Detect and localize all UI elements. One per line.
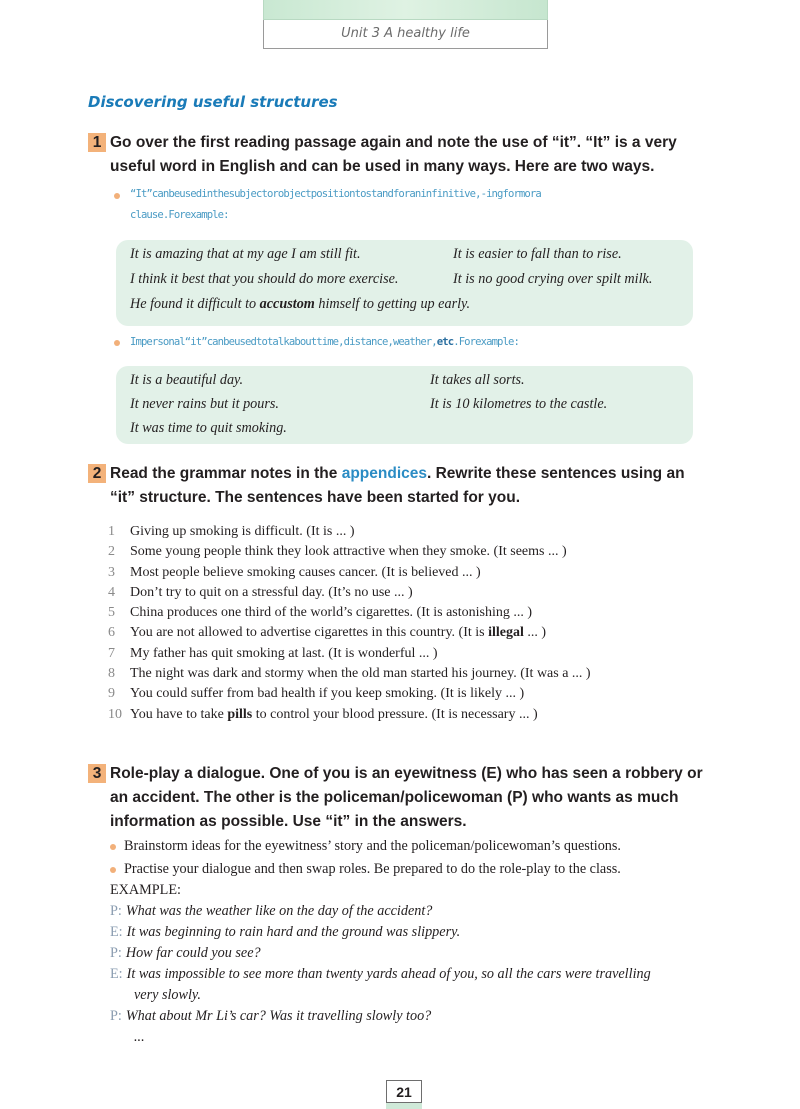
dialogue-text: What about Mr Li’s car? Was it travelling slowly too? bbox=[125, 1008, 432, 1024]
bullet-line: clause.Forexample: bbox=[130, 209, 229, 221]
speaker-label: P: bbox=[110, 945, 122, 961]
example-sentence: It is easier to fall than to rise. bbox=[453, 246, 622, 262]
dialogue-line bbox=[110, 964, 750, 985]
exercise-number-badge: 2 bbox=[88, 464, 106, 483]
list-item bbox=[108, 684, 748, 704]
bullet-dot bbox=[114, 340, 120, 346]
item-text: My father has quit smoking at last. (It is wonderful ... ) bbox=[130, 645, 438, 661]
exercise-2-instructions: 2 Read the grammar notes in the appendices. Rewrite these sentences using an “it” structure. The sentences have been started for you. bbox=[88, 462, 738, 510]
bullet-line: “It”canbeusedinthesubjectorobjectpositiontostandforaninfinitive,-ingformora bbox=[130, 188, 541, 200]
vocabulary-word: illegal bbox=[488, 625, 524, 641]
list-item bbox=[108, 522, 748, 542]
list-item bbox=[108, 644, 748, 664]
page-number-band bbox=[386, 1103, 422, 1109]
item-text: China produces one third of the world’s cigarettes. (It is astonishing ... ) bbox=[130, 605, 533, 621]
unit-header: Unit 3 A healthy life bbox=[263, 20, 548, 49]
item-text: Some young people think they look attractive when they smoke. (It seems ... ) bbox=[130, 544, 567, 560]
dialogue-text: What was the weather like on the day of the accident? bbox=[125, 903, 433, 919]
bullet-text bbox=[130, 184, 750, 226]
item-number: 4 bbox=[108, 584, 115, 600]
item-number: 9 bbox=[108, 686, 115, 702]
speaker-label: E: bbox=[110, 966, 123, 982]
item-number: 5 bbox=[108, 605, 115, 621]
dialogue-line bbox=[110, 985, 750, 1006]
item-text: Don’t try to quit on a stressful day. (It’s no use ... ) bbox=[130, 584, 413, 600]
example-sentence: It is a beautiful day. bbox=[130, 372, 244, 388]
bullet-dot bbox=[110, 867, 116, 873]
dialogue-line bbox=[110, 922, 750, 943]
example-sentence: It never rains but it pours. bbox=[130, 396, 279, 412]
list-item bbox=[108, 623, 748, 643]
bullet-text: Impersonal“it”canbeusedtotalkabouttime,distance,weather,etc.Forexample: bbox=[130, 336, 519, 348]
example-sentence: It is no good crying over spilt milk. bbox=[453, 271, 653, 287]
instruction-line: useful word in English and can be used in many ways. Here are two ways. bbox=[110, 158, 655, 175]
section-title: Discovering useful structures bbox=[88, 93, 338, 111]
bullet-dot bbox=[110, 844, 116, 850]
example-sentence: It was time to quit smoking. bbox=[130, 420, 287, 436]
bullet-text: Practise your dialogue and then swap roles. Be prepared to do the role-play to the class. bbox=[110, 858, 621, 880]
example-sentence: It takes all sorts. bbox=[430, 372, 525, 388]
instruction-line: an accident. The other is the policeman/policewoman (P) who wants as much bbox=[110, 789, 679, 806]
dialogue-line bbox=[110, 943, 750, 964]
instruction-line: Go over the first reading passage again and note the use of “it”. “It” is a very bbox=[110, 134, 677, 151]
exercise-1-instructions bbox=[88, 131, 738, 179]
exercise-3-instructions bbox=[88, 762, 738, 834]
appendices-link[interactable]: appendices bbox=[341, 465, 427, 482]
item-number: 1 bbox=[108, 524, 115, 539]
dialogue-text: It was beginning to rain hard and the ground was slippery. bbox=[126, 924, 461, 940]
bullet-text: Brainstorm ideas for the eyewitness’ story and the policeman/policewoman’s questions. bbox=[110, 835, 621, 857]
example-sentence: I think it best that you should do more exercise. bbox=[130, 271, 399, 287]
dialogue bbox=[110, 901, 750, 1048]
list-item bbox=[108, 603, 748, 623]
dialogue-text: It was impossible to see more than twenty yards ahead of you, so all the cars were travelling bbox=[126, 966, 651, 982]
speaker-label: P: bbox=[110, 1008, 122, 1024]
item-number: 7 bbox=[108, 645, 115, 661]
item-text: Most people believe smoking causes cancer. (It is believed ... ) bbox=[130, 564, 481, 580]
list-item bbox=[108, 542, 748, 562]
dialogue-text: very slowly. bbox=[134, 987, 201, 1003]
item-number: 10 bbox=[108, 706, 122, 722]
example-label: EXAMPLE: bbox=[110, 882, 181, 898]
example-sentence: It is 10 kilometres to the castle. bbox=[430, 396, 608, 412]
sentence-list bbox=[108, 522, 748, 725]
exercise-number-badge: 3 bbox=[88, 764, 106, 783]
list-item bbox=[108, 563, 748, 583]
dialogue-text: How far could you see? bbox=[125, 945, 261, 961]
speaker-label: P: bbox=[110, 903, 122, 919]
list-item bbox=[108, 583, 748, 603]
list-item bbox=[108, 664, 748, 684]
item-text: You have to take pills to control your blood pressure. (It is necessary ... ) bbox=[130, 706, 538, 722]
page-number: 21 bbox=[386, 1080, 422, 1103]
item-number: 6 bbox=[108, 625, 115, 641]
header-band bbox=[263, 0, 548, 20]
item-number: 2 bbox=[108, 544, 115, 560]
dialogue-text: ... bbox=[134, 1029, 145, 1045]
item-text: You could suffer from bad health if you keep smoking. (It is likely ... ) bbox=[130, 686, 525, 702]
item-text: You are not allowed to advertise cigarettes in this country. (It is illegal ... ) bbox=[130, 625, 547, 641]
exercise-number-badge: 1 bbox=[88, 133, 106, 152]
instruction-line: “it” structure. The sentences have been started for you. bbox=[110, 489, 521, 506]
dialogue-line bbox=[110, 901, 750, 922]
dialogue-line bbox=[110, 1006, 750, 1027]
instruction-line: information as possible. Use “it” in the answers. bbox=[110, 813, 467, 830]
vocabulary-word: pills bbox=[227, 706, 253, 722]
item-number: 8 bbox=[108, 666, 115, 682]
vocabulary-word: accustom bbox=[259, 296, 315, 312]
item-text: The night was dark and stormy when the old man started his journey. (It was a ... ) bbox=[130, 666, 591, 682]
item-text: Giving up smoking is difficult. (It is ... ) bbox=[130, 524, 355, 539]
list-item bbox=[108, 705, 748, 725]
instruction-line: Role-play a dialogue. One of you is an eyewitness (E) who has seen a robbery or bbox=[110, 765, 703, 782]
bullet-dot bbox=[114, 193, 120, 199]
dialogue-line bbox=[110, 1027, 750, 1048]
example-sentence: It is amazing that at my age I am still fit. bbox=[130, 246, 361, 262]
speaker-label: E: bbox=[110, 924, 123, 940]
example-sentence: He found it difficult to accustom himself to getting up early. bbox=[130, 296, 471, 312]
item-number: 3 bbox=[108, 564, 115, 580]
